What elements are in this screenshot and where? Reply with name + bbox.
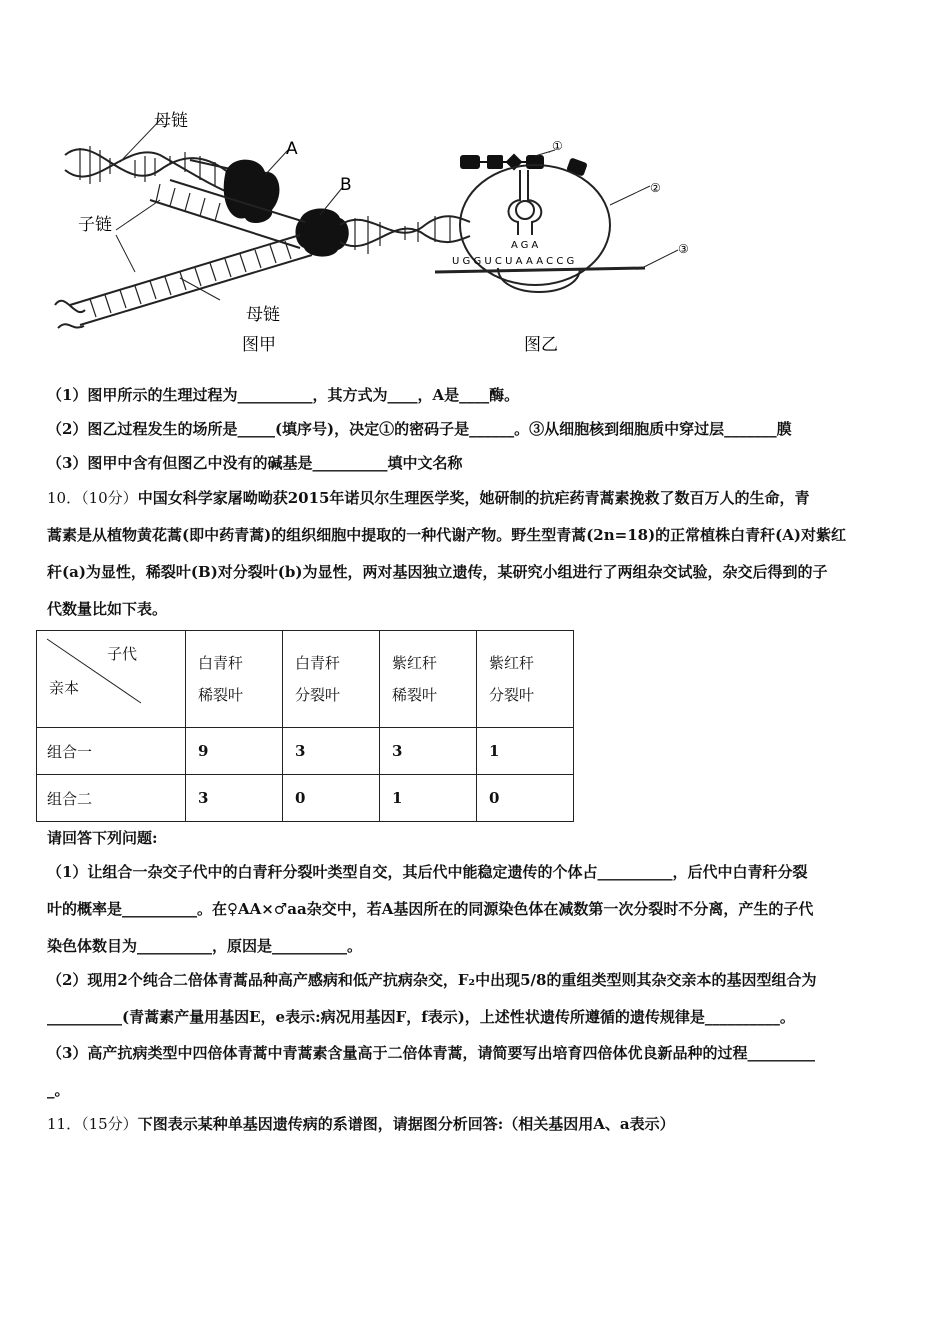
corner-label-offspring: 子代 xyxy=(106,645,137,663)
q11-line xyxy=(47,1114,675,1134)
q10-intro-line-1 xyxy=(47,488,809,508)
q10-number: 10． xyxy=(47,489,82,507)
header-line: 紫红秆 xyxy=(489,654,535,672)
q11-text: 下图表示某种单基因遗传病的系谱图，请据图分析回答:（相关基因用A、a表示） xyxy=(137,1115,675,1133)
caption-figure-yi: 图乙 xyxy=(524,335,558,355)
table-header-cell xyxy=(283,631,380,728)
q9-part-3: （3）图甲中含有但图乙中没有的碱基是__________填中文名称 xyxy=(47,454,463,472)
value-cell: 3 xyxy=(186,775,283,822)
value-cell: 0 xyxy=(477,775,574,822)
dna-replication-and-translation-figure xyxy=(50,100,710,370)
corner-label-parent: 亲本 xyxy=(49,679,80,697)
header-line: 稀裂叶 xyxy=(392,686,438,704)
header-line: 分裂叶 xyxy=(295,686,341,704)
label-enzyme-b: B xyxy=(340,175,352,195)
value-cell: 0 xyxy=(283,775,380,822)
caption-figure-jia: 图甲 xyxy=(242,335,276,355)
label-enzyme-a: A xyxy=(286,139,298,159)
q11-number: 11． xyxy=(47,1115,82,1133)
label-mother-strand-top: 母链 xyxy=(154,111,188,131)
label-mother-strand-bottom: 母链 xyxy=(246,305,280,325)
q10-sub3-line-2: _。 xyxy=(47,1081,70,1099)
value-cell: 1 xyxy=(477,728,574,775)
q9-part-2: （2）图乙过程发生的场所是_____(填序号)，决定①的密码子是______。③从细胞核到细胞质中穿过层_______膜 xyxy=(47,420,792,438)
table-row xyxy=(37,775,574,822)
value-cell: 3 xyxy=(283,728,380,775)
label-child-strand: 子链 xyxy=(78,215,112,235)
q10-sub1-line-1: （1）让组合一杂交子代中的白青秆分裂叶类型自交，其后代中能稳定遗传的个体占__________，后代中白青秆分裂 xyxy=(47,863,808,881)
header-line: 白青秆 xyxy=(295,654,341,672)
table-corner-cell xyxy=(37,631,186,728)
label-circle-1: ① xyxy=(552,139,563,153)
header-line: 分裂叶 xyxy=(489,686,535,704)
value-cell: 9 xyxy=(186,728,283,775)
q10-sub3-line-1: （3）高产抗病类型中四倍体青蒿中青蒿素含量高于二倍体青蒿，请简要写出培育四倍体优良新品种的过程_________ xyxy=(47,1044,815,1062)
table-header-cell xyxy=(186,631,283,728)
label-anticodon: AGA xyxy=(511,240,542,251)
figure-jia xyxy=(55,111,470,355)
q10-sub2-line-1: （2）现用2个纯合二倍体青蒿品种高产感病和低产抗病杂交，F₂中出现5/8的重组类型则其杂交亲本的基因型组合为 xyxy=(47,971,817,989)
offspring-ratio-table xyxy=(36,630,574,822)
q9-part-1: （1）图甲所示的生理过程为__________，其方式为____，A是____酶。 xyxy=(47,386,520,404)
q10-intro-line-2: 蒿素是从植物黄花蒿(即中药青蒿)的组织细胞中提取的一种代谢产物。野生型青蒿(2n=18)的正常植株白青秆(A)对紫红 xyxy=(47,526,847,544)
q10-sub1-line-3: 染色体数目为__________，原因是__________。 xyxy=(47,937,363,955)
header-line: 白青秆 xyxy=(198,654,244,672)
q11-score: （15分） xyxy=(81,1115,138,1133)
q10-intro-line-4: 代数量比如下表。 xyxy=(47,600,168,618)
label-circle-3: ③ xyxy=(678,242,689,256)
header-line: 稀裂叶 xyxy=(198,686,244,704)
label-circle-2: ② xyxy=(650,181,661,195)
q10-intro-text-1: 中国女科学家屠呦呦获2015年诺贝尔生理医学奖，她研制的抗疟药青蒿素挽救了数百万人的生命，青 xyxy=(137,489,810,507)
q10-score: （10分） xyxy=(81,489,138,507)
q10-prompt: 请回答下列问题: xyxy=(47,829,158,847)
figure-area xyxy=(50,100,710,370)
row-name-cell: 组合二 xyxy=(37,775,186,822)
row-name-cell: 组合一 xyxy=(37,728,186,775)
q10-sub1-line-2: 叶的概率是__________。在♀AA×♂aa杂交中，若A基因所在的同源染色体在减数第一次分裂时不分离，产生的子代 xyxy=(47,900,814,918)
value-cell: 3 xyxy=(380,728,477,775)
q10-sub2-line-2: __________(青蒿素产量用基因E，e表示:病况用基因F，f表示)，上述性状遗传所遵循的遗传规律是__________。 xyxy=(47,1008,795,1026)
table-header-cell xyxy=(380,631,477,728)
table-header-row xyxy=(37,631,574,728)
header-line: 紫红秆 xyxy=(392,654,438,672)
table-row xyxy=(37,728,574,775)
value-cell: 1 xyxy=(380,775,477,822)
q10-intro-line-3: 秆(a)为显性，稀裂叶(B)对分裂叶(b)为显性，两对基因独立遗传，某研究小组进行了两组杂交试验，杂交后得到的子 xyxy=(47,563,828,581)
table-header-cell xyxy=(477,631,574,728)
label-mrna-sequence: UGGUCUAAACCG xyxy=(452,256,578,267)
figure-yi xyxy=(435,139,689,355)
